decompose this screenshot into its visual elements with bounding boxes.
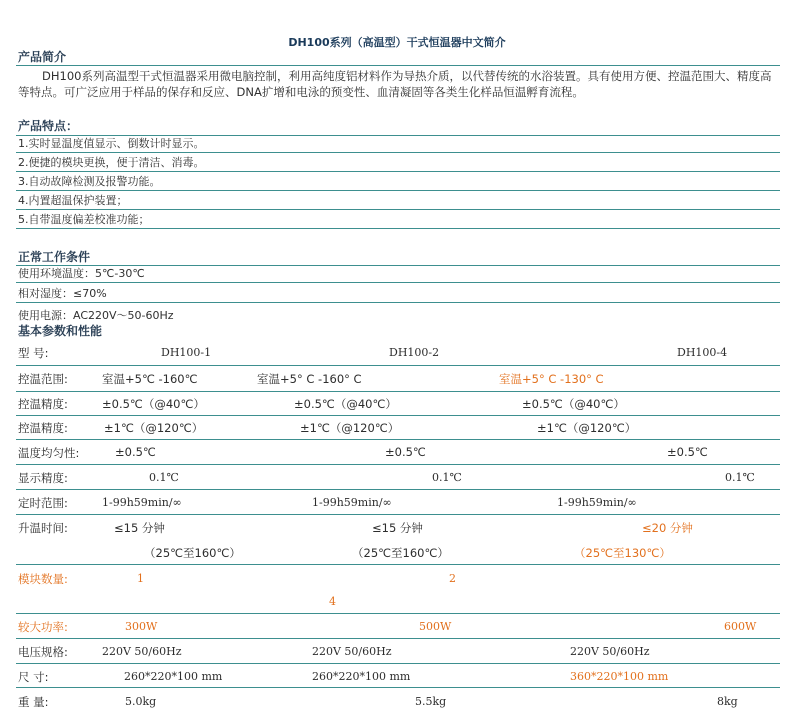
- spec-label: 较大功率:: [18, 620, 68, 634]
- spec-value: 0.1℃: [725, 471, 755, 484]
- spec-value: 1-99h59min/∞: [557, 496, 637, 509]
- spec-value-note: （25℃至160℃）: [352, 546, 449, 560]
- spec-value: ±1℃（@120℃）: [104, 421, 204, 435]
- spec-label: 型 号:: [18, 346, 49, 360]
- spec-label: 控温范围:: [18, 372, 68, 386]
- spec-row-temp-range: [16, 366, 780, 392]
- feature-item: 5.自带温度偏差校准功能；: [16, 212, 780, 229]
- conditions-heading-rule: [16, 248, 780, 266]
- spec-label: 升温时间:: [18, 521, 68, 535]
- section-heading-conditions: 正常工作条件: [18, 250, 91, 264]
- spec-value: 8kg: [717, 695, 738, 708]
- spec-value: ±0.5℃（@40℃）: [102, 397, 205, 411]
- spec-row-model: [16, 340, 780, 366]
- feature-item: 3.自动故障检测及报警功能。: [16, 174, 780, 191]
- spec-value: 5.0kg: [125, 695, 157, 708]
- spec-label: 重 量:: [18, 695, 49, 709]
- spec-value: ≤15 分钟: [372, 521, 423, 535]
- section-heading-features: 产品特点：: [18, 119, 79, 133]
- document-title: DH100系列（高温型）干式恒温器中文简介: [288, 36, 506, 49]
- spec-value: 0.1℃: [432, 471, 462, 484]
- spec-label: 控温精度:: [18, 397, 68, 411]
- spec-value-note: （25℃至130℃）: [574, 546, 671, 560]
- spec-value: 360*220*100 mm: [570, 670, 669, 683]
- spec-label: 模块数量:: [18, 572, 68, 586]
- spec-row-voltage: [16, 639, 780, 664]
- spec-value: 500W: [419, 620, 452, 633]
- spec-label: 显示精度:: [18, 471, 68, 485]
- spec-value: 260*220*100 mm: [124, 670, 223, 683]
- spec-value: 5.5kg: [415, 695, 447, 708]
- spec-value: 1-99h59min/∞: [102, 496, 182, 509]
- spec-value: 220V 50/60Hz: [570, 645, 650, 658]
- spec-label: 控温精度:: [18, 421, 68, 435]
- spec-value: 300W: [125, 620, 158, 633]
- section-heading-specs: 基本参数和性能: [18, 324, 103, 338]
- feature-item: 2.便捷的模块更换，便于清洁、消毒。: [16, 155, 780, 172]
- spec-value: 260*220*100 mm: [312, 670, 411, 683]
- spec-value: 1-99h59min/∞: [312, 496, 392, 509]
- feature-item: 4.内置超温保护装置；: [16, 193, 780, 210]
- spec-row-heatup-time: [16, 515, 780, 565]
- feature-item: 1.实时显温度值显示、倒数计时显示。: [16, 136, 780, 153]
- spec-value: 室温+5℃ -160℃: [102, 372, 198, 386]
- spec-row-uniformity: [16, 440, 780, 465]
- spec-value: ±0.5℃: [667, 445, 708, 459]
- spec-value-note: （25℃至160℃）: [144, 546, 241, 560]
- intro-paragraph: DH100系列高温型干式恒温器采用微电脑控制，利用高纯度铝材料作为导热介质，以代替传统的水浴装置。具有使用方便、控温范围大、精度高等特点。可广泛应用于样品的保存和反应、DNA扩增和电泳的预变性、血清凝固等各类生化样品恒温孵育流程。: [18, 69, 772, 99]
- spec-label: 温度均匀性:: [18, 446, 80, 460]
- spec-value: ±0.5℃: [385, 445, 426, 459]
- spec-label: 定时范围:: [18, 496, 68, 510]
- spec-value: DH100-2: [389, 346, 440, 359]
- spec-row-max-power: [16, 614, 780, 639]
- spec-row-display-precision: [16, 465, 780, 490]
- spec-value: 220V 50/60Hz: [102, 645, 182, 658]
- spec-value: ±0.5℃（@40℃）: [294, 397, 397, 411]
- spec-row-timer-range: [16, 490, 780, 515]
- spec-row-temp-accuracy-40: [16, 392, 780, 416]
- spec-value: ≤15 分钟: [114, 521, 165, 535]
- spec-value: ±0.5℃（@40℃）: [522, 397, 625, 411]
- spec-value: DH100-1: [161, 346, 212, 359]
- spec-value: 2: [449, 572, 456, 585]
- spec-label: 尺 寸:: [18, 670, 49, 684]
- spec-value: ±0.5℃: [115, 445, 156, 459]
- spec-value: 600W: [724, 620, 757, 633]
- spec-value: ±1℃（@120℃）: [537, 421, 637, 435]
- section-heading-intro: 产品简介: [18, 50, 67, 64]
- spec-value: 4: [329, 595, 336, 608]
- spec-value: DH100-4: [677, 346, 728, 359]
- spec-value: 室温+5° C -130° C: [499, 372, 604, 386]
- spec-value: 室温+5° C -160° C: [257, 372, 362, 386]
- condition-item: 使用电源：AC220V～50-60Hz: [18, 309, 174, 322]
- spec-label: 电压规格:: [18, 645, 68, 659]
- features-heading-rule: [16, 118, 780, 136]
- spec-value: 220V 50/60Hz: [312, 645, 392, 658]
- intro-rule: [16, 48, 780, 66]
- spec-row-dimensions: [16, 664, 780, 688]
- spec-value: 1: [137, 572, 144, 585]
- condition-item: 相对湿度：≤70%: [16, 286, 780, 303]
- spec-row-temp-accuracy-120: [16, 416, 780, 440]
- condition-item: 使用环境温度：5℃-30℃: [16, 266, 780, 283]
- spec-row-weight: [16, 688, 780, 716]
- spec-value: ±1℃（@120℃）: [300, 421, 400, 435]
- spec-value: 0.1℃: [149, 471, 179, 484]
- spec-value: ≤20 分钟: [642, 521, 693, 535]
- spec-row-modules: [16, 565, 780, 614]
